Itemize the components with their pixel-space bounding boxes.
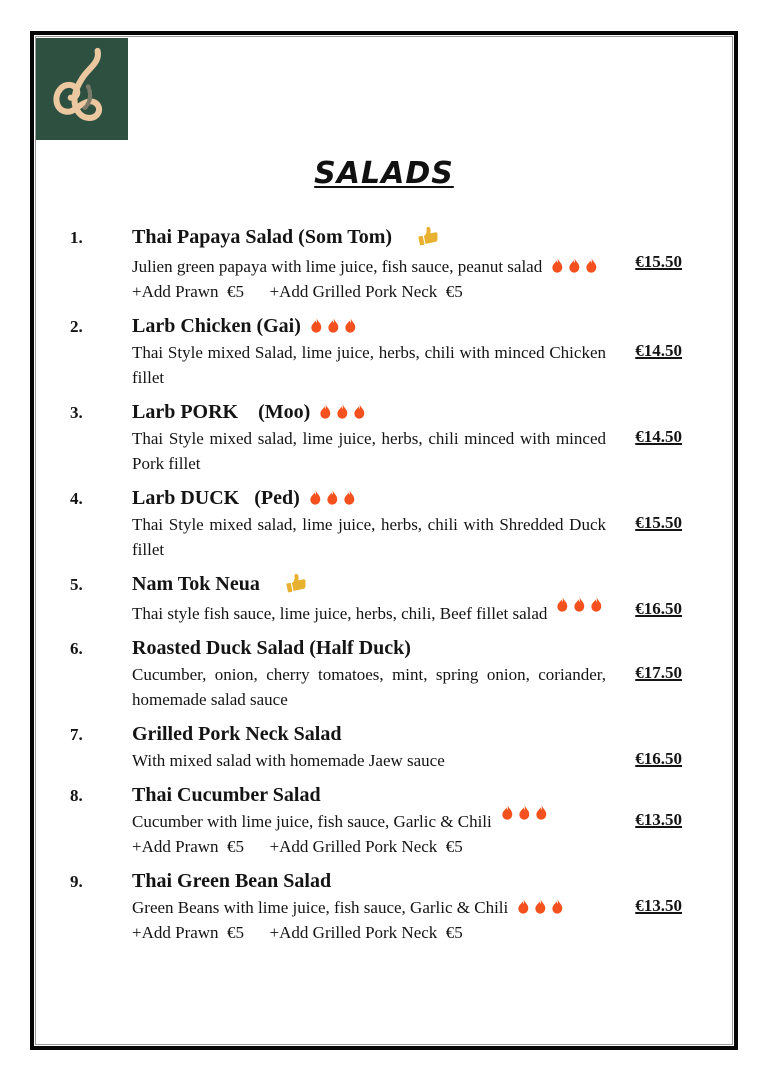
- item-content: [132, 868, 606, 945]
- flame-icon: [590, 597, 603, 613]
- restaurant-logo: [36, 38, 128, 140]
- item-name-line: [132, 571, 606, 601]
- spiciness-flames: [501, 805, 548, 821]
- item-description: Thai Style mixed salad, lime juice, herbs, chili with Shredded Duck fillet: [132, 515, 606, 559]
- flame-icon: [534, 899, 547, 915]
- spiciness-flames: [310, 318, 357, 334]
- item-description-line: [132, 512, 606, 562]
- menu-item: [70, 721, 682, 773]
- item-content: [132, 721, 606, 773]
- flame-icon: [535, 805, 548, 821]
- flame-icon: [327, 318, 340, 334]
- item-number: 1.: [70, 228, 83, 247]
- item-description-line: [132, 601, 606, 626]
- item-name: Larb Chicken (Gai): [132, 315, 301, 337]
- menu-item: [70, 313, 682, 390]
- menu-items: [70, 224, 682, 954]
- thumbs-up-icon: [283, 569, 311, 603]
- item-addons: +Add Prawn €5 +Add Grilled Pork Neck €5: [132, 923, 463, 942]
- item-price: €13.50: [635, 896, 682, 915]
- item-description-line: [132, 809, 606, 834]
- item-description-line: [132, 426, 606, 476]
- item-addons: +Add Prawn €5 +Add Grilled Pork Neck €5: [132, 282, 463, 301]
- item-name-line: [132, 313, 606, 340]
- item-description-line: [132, 254, 606, 279]
- item-price: €16.50: [635, 749, 682, 768]
- flame-icon: [310, 318, 323, 334]
- flame-icon: [343, 490, 356, 506]
- item-number: 3.: [70, 403, 83, 422]
- flame-icon: [353, 404, 366, 420]
- flame-icon: [517, 899, 530, 915]
- item-number: 2.: [70, 317, 83, 336]
- menu-item: [70, 868, 682, 945]
- thumbs-up-icon: [415, 222, 443, 256]
- item-price: €17.50: [635, 663, 682, 682]
- menu-item: [70, 399, 682, 476]
- item-number: 6.: [70, 639, 83, 658]
- item-number: 7.: [70, 725, 83, 744]
- item-name: Roasted Duck Salad (Half Duck): [132, 637, 411, 659]
- item-content: [132, 571, 606, 626]
- item-price: €15.50: [635, 252, 682, 271]
- item-name: Larb PORK (Moo): [132, 401, 311, 423]
- item-name: Thai Cucumber Salad: [132, 784, 321, 806]
- item-description-line: [132, 748, 606, 773]
- item-description: With mixed salad with homemade Jaew sauce: [132, 751, 445, 770]
- item-description: Julien green papaya with lime juice, fish sauce, peanut salad: [132, 257, 543, 276]
- spiciness-flames: [517, 899, 564, 915]
- spiciness-flames: [551, 258, 598, 274]
- logo-swirl-icon: [43, 45, 121, 133]
- item-name: Larb DUCK (Ped): [132, 487, 300, 509]
- item-name: Grilled Pork Neck Salad: [132, 723, 342, 745]
- item-content: [132, 485, 606, 562]
- item-number: 9.: [70, 872, 83, 891]
- spiciness-flames: [309, 490, 356, 506]
- item-price: €13.50: [635, 810, 682, 829]
- item-name-line: [132, 224, 606, 254]
- item-number: 5.: [70, 575, 83, 594]
- spiciness-flames: [319, 404, 366, 420]
- item-description: Cucumber, onion, cherry tomatoes, mint, spring onion, coriander, homemade salad sauce: [132, 665, 606, 709]
- flame-icon: [309, 490, 322, 506]
- item-description-line: [132, 662, 606, 712]
- menu-item: [70, 571, 682, 626]
- section-title: SALADS: [314, 156, 454, 191]
- item-content: [132, 313, 606, 390]
- item-name-line: [132, 868, 606, 895]
- item-content: [132, 224, 606, 304]
- item-price: €16.50: [635, 599, 682, 618]
- flame-icon: [585, 258, 598, 274]
- item-description: Thai style fish sauce, lime juice, herbs, chili, Beef fillet salad: [132, 604, 548, 623]
- flame-icon: [326, 490, 339, 506]
- flame-icon: [518, 805, 531, 821]
- item-number: 8.: [70, 786, 83, 805]
- item-name-line: [132, 721, 606, 748]
- item-content: [132, 782, 606, 859]
- item-description-line: [132, 895, 606, 920]
- menu-item: [70, 635, 682, 712]
- item-addons: +Add Prawn €5 +Add Grilled Pork Neck €5: [132, 837, 463, 856]
- item-price: €15.50: [635, 513, 682, 532]
- menu-item: [70, 485, 682, 562]
- flame-icon: [551, 899, 564, 915]
- item-price: €14.50: [635, 427, 682, 446]
- item-number: 4.: [70, 489, 83, 508]
- item-name: Nam Tok Neua: [132, 573, 260, 595]
- item-description: Cucumber with lime juice, fish sauce, Garlic & Chili: [132, 812, 492, 831]
- item-description-line: [132, 340, 606, 390]
- flame-icon: [551, 258, 564, 274]
- menu-item: [70, 782, 682, 859]
- flame-icon: [556, 597, 569, 613]
- flame-icon: [336, 404, 349, 420]
- spiciness-flames: [556, 597, 603, 613]
- item-name-line: [132, 399, 606, 426]
- flame-icon: [568, 258, 581, 274]
- item-name-line: [132, 635, 606, 662]
- item-content: [132, 635, 606, 712]
- item-description: Green Beans with lime juice, fish sauce, Garlic & Chili: [132, 898, 509, 917]
- flame-icon: [319, 404, 332, 420]
- flame-icon: [501, 805, 514, 821]
- item-name: Thai Green Bean Salad: [132, 870, 332, 892]
- item-description: Thai Style mixed Salad, lime juice, herbs, chili with minced Chicken fillet: [132, 343, 606, 387]
- item-description: Thai Style mixed salad, lime juice, herbs, chili minced with minced Pork fillet: [132, 429, 606, 473]
- item-name-line: [132, 485, 606, 512]
- menu-item: [70, 224, 682, 304]
- item-name: Thai Papaya Salad (Som Tom): [132, 226, 393, 248]
- flame-icon: [344, 318, 357, 334]
- item-content: [132, 399, 606, 476]
- item-price: €14.50: [635, 341, 682, 360]
- flame-icon: [573, 597, 586, 613]
